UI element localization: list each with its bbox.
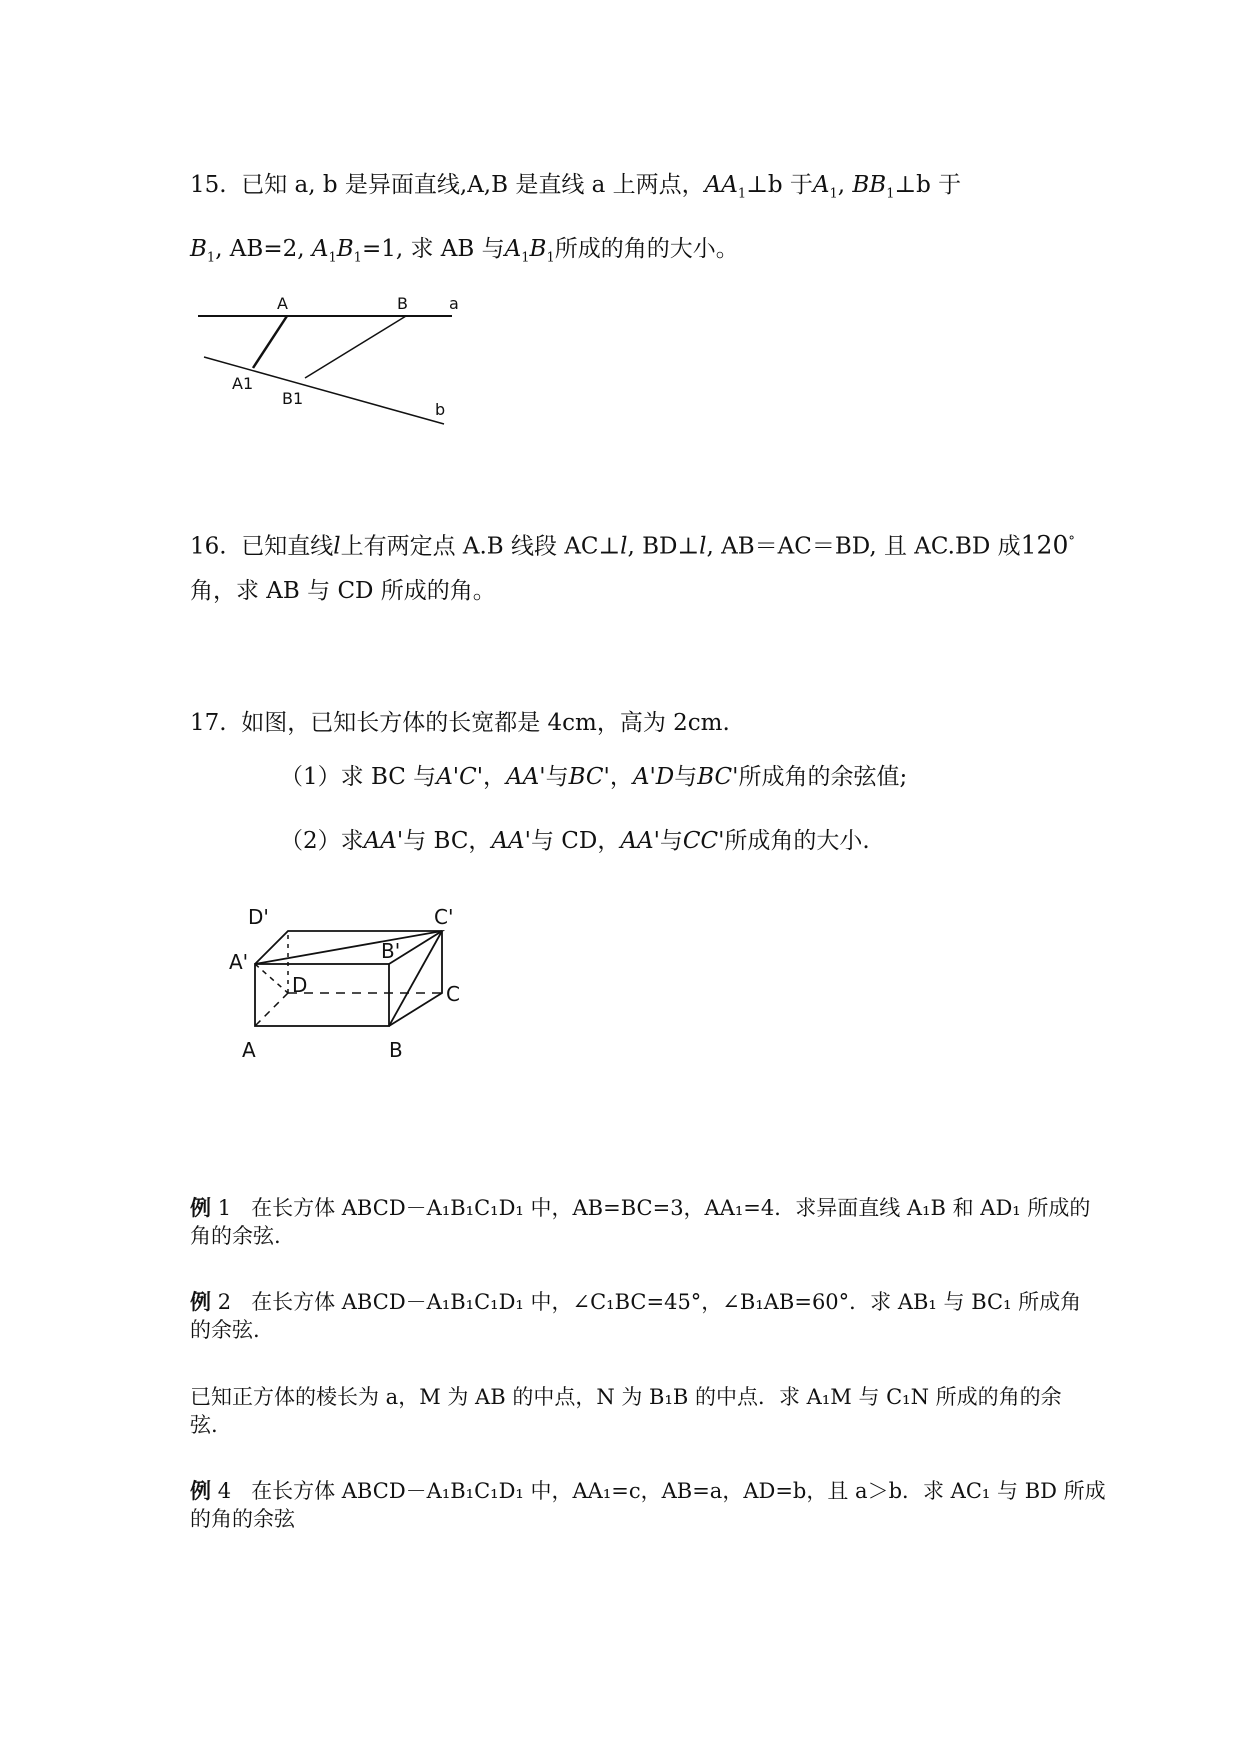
example-label: 例 <box>190 1195 211 1220</box>
math: BB <box>852 172 887 198</box>
label-a1: A1 <box>232 374 254 393</box>
label-b1: B' <box>381 939 401 963</box>
example-3 <box>190 1383 1062 1439</box>
label-d: D <box>292 973 308 997</box>
subscript: 1 <box>829 186 838 202</box>
example-text-continued: 弦. <box>190 1413 218 1437</box>
problem-15-number: 15. <box>190 172 227 198</box>
text: 所成角的余弦值; <box>738 764 908 790</box>
example-number: 2 <box>217 1290 232 1314</box>
text: 已知 a, b 是异面直线,A,B 是直线 a 上两点， <box>241 172 705 198</box>
math: A <box>812 172 830 198</box>
label-a-point: A <box>277 294 288 313</box>
example-text: 在长方体 ABCD－A₁B₁C₁D₁ 中，AB=BC=3，AA₁=4．求异面直线 A₁B 和 AD₁ 所成的 <box>251 1196 1091 1220</box>
math: B <box>190 236 207 262</box>
problem-15-figure <box>190 285 480 430</box>
text: ， <box>483 764 507 790</box>
example-1 <box>190 1194 1090 1250</box>
hidden-edge-da <box>255 993 288 1026</box>
text: 上有两定点 A.B 线段 AC⊥ <box>340 533 621 560</box>
math: B <box>336 236 354 262</box>
label-line-a: a <box>449 294 459 313</box>
text: 角，求 AB 与 CD 所成的角。 <box>190 578 496 604</box>
segment-bb1 <box>305 316 406 378</box>
text: ， <box>609 764 633 790</box>
math: 120 <box>1020 530 1069 560</box>
text: =1, 求 AB 与 <box>361 236 505 262</box>
front-face <box>255 964 389 1026</box>
text: （1）求 BC 与 <box>280 764 437 790</box>
text: 与 BC， <box>403 828 492 854</box>
text: 与 <box>659 828 683 854</box>
text: ⊥b 于 <box>894 172 962 198</box>
example-text: 已知正方体的棱长为 a，M 为 AB 的中点，N 为 B₁B 的中点．求 A₁M 与 C₁N 所成的角的余 <box>190 1385 1062 1409</box>
math: A'D <box>632 764 675 790</box>
text: , BD⊥ <box>627 533 700 560</box>
problem-16-line-2 <box>190 576 496 606</box>
hidden-diagonal-a1d <box>255 964 288 993</box>
label-c: C <box>446 982 460 1006</box>
problem-15-line-2 <box>190 234 739 274</box>
example-text-continued: 的余弦. <box>190 1318 260 1342</box>
text: 所成角的大小. <box>724 828 870 854</box>
text: 所成的角的大小。 <box>554 236 739 262</box>
math: l <box>333 533 341 560</box>
subscript: 1 <box>737 186 747 202</box>
label-c1: C' <box>434 905 454 929</box>
subscript: 1 <box>521 250 530 266</box>
problem-17-q1 <box>280 762 907 792</box>
label-a: A <box>242 1038 256 1062</box>
subscript: 1 <box>328 250 337 266</box>
math: BC' <box>568 764 610 790</box>
math: B <box>529 236 547 262</box>
example-text: 在长方体 ABCD－A₁B₁C₁D₁ 中，∠C₁BC=45°，∠B₁AB=60°．求 AB₁ 与 BC₁ 所成角 <box>251 1290 1082 1314</box>
math: AA' <box>363 828 404 854</box>
text: , AB＝AC＝BD, 且 AC.BD 成 <box>706 533 1021 560</box>
example-label: 例 <box>190 1478 211 1503</box>
problem-17-number: 17. <box>190 710 227 736</box>
label-d1: D' <box>248 905 269 929</box>
math: l <box>620 533 628 560</box>
text: （2）求 <box>280 828 364 854</box>
problem-16-number: 16. <box>190 533 227 560</box>
example-number: 4 <box>217 1479 232 1503</box>
example-number: 1 <box>217 1196 232 1220</box>
math: AA' <box>506 764 546 790</box>
problem-17-q2 <box>280 826 870 856</box>
label-b-point: B <box>397 294 408 313</box>
example-text: 在长方体 ABCD－A₁B₁C₁D₁ 中，AA₁=c，AB=a，AD=b，且 a＞b．求 AC₁ 与 BD 所成 <box>251 1479 1106 1503</box>
problem-16-line-1 <box>190 527 1075 562</box>
segment-aa1 <box>253 316 287 368</box>
subscript: 1 <box>353 250 362 266</box>
text: 已知直线 <box>241 533 334 560</box>
math: A <box>504 236 522 262</box>
label-b: B <box>389 1038 403 1062</box>
text: , <box>837 172 846 198</box>
label-a1: A' <box>229 950 249 974</box>
example-text-continued: 的角的余弦 <box>190 1507 295 1531</box>
math: BC' <box>697 764 739 790</box>
text: ⊥b 于 <box>746 172 813 198</box>
text: 与 <box>545 764 569 790</box>
math: A'C' <box>436 764 484 790</box>
math: AA <box>704 172 738 198</box>
subscript: 1 <box>886 186 895 202</box>
problem-15-line-1 <box>190 170 961 210</box>
math: AA' <box>491 828 531 854</box>
math: A <box>311 236 329 262</box>
text: 与 <box>674 764 698 790</box>
superscript: ° <box>1068 534 1075 549</box>
example-label: 例 <box>190 1289 211 1314</box>
example-text-continued: 角的余弦. <box>190 1224 281 1248</box>
text: 与 CD， <box>530 828 621 854</box>
label-line-b: b <box>435 400 446 419</box>
text: 如图，已知长方体的长宽都是 4cm，高为 2cm. <box>241 710 730 736</box>
label-b1: B1 <box>282 389 304 408</box>
problem-17-figure <box>225 885 475 1075</box>
example-2 <box>190 1288 1081 1344</box>
math: AA' <box>620 828 660 854</box>
subscript: 1 <box>206 250 216 266</box>
problem-17-line-1 <box>190 708 730 738</box>
subscript: 1 <box>546 250 555 266</box>
text: , AB=2, <box>215 236 305 262</box>
math: l <box>699 533 707 560</box>
example-4 <box>190 1477 1106 1533</box>
math: CC' <box>682 828 725 854</box>
